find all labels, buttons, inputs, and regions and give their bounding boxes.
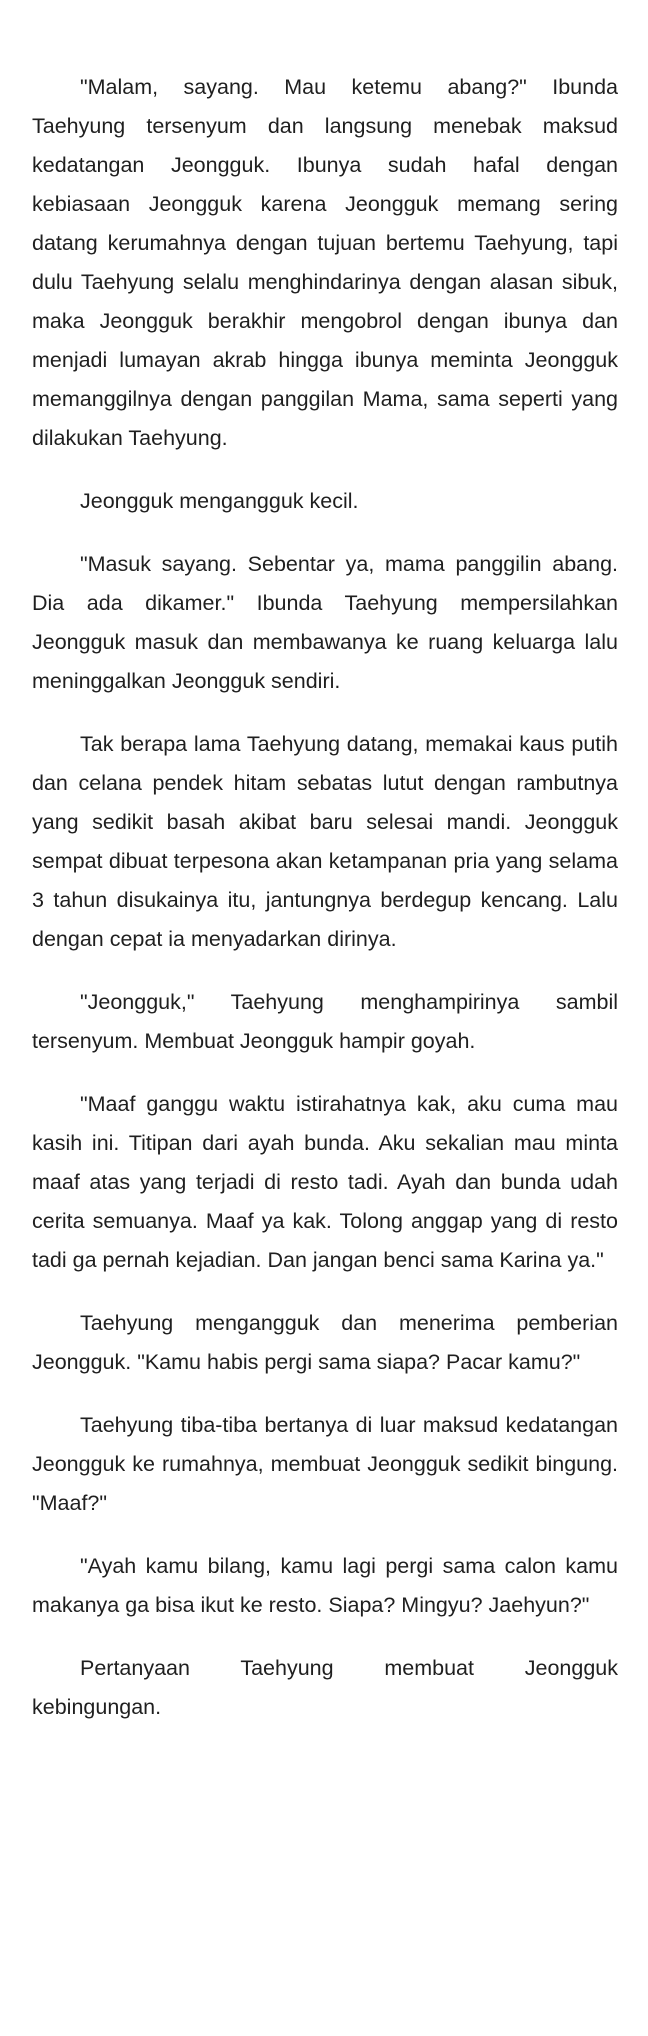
paragraph: Jeongguk mengangguk kecil. bbox=[80, 489, 359, 513]
paragraph: Taehyung tiba-tiba bertanya di luar maksud kedatangan Jeongguk ke rumahnya, membuat Jeongguk sedikit bingung. "Maaf?" bbox=[32, 1413, 618, 1515]
paragraph: "Ayah kamu bilang, kamu lagi pergi sama calon kamu makanya ga bisa ikut ke resto. Siapa? Mingyu? Jaehyun?" bbox=[32, 1554, 618, 1617]
paragraph: Tak berapa lama Taehyung datang, memakai kaus putih dan celana pendek hitam sebatas lutut dengan rambutnya yang sedikit basah akibat baru selesai mandi. Jeongguk sempat dibuat terpesona akan ketampanan pria yang selama 3 tahun disukainya itu, jantungnya berdegup kencang. Lalu dengan cepat ia menyadarkan dirinya. bbox=[32, 732, 618, 951]
paragraph: Pertanyaan Taehyung membuat Jeongguk kebingungan. bbox=[32, 1656, 618, 1719]
paragraph: "Jeongguk," Taehyung menghampirinya sambil tersenyum. Membuat Jeongguk hampir goyah. bbox=[32, 990, 618, 1053]
paragraph: Taehyung mengangguk dan menerima pemberian Jeongguk. "Kamu habis pergi sama siapa? Pacar kamu?" bbox=[32, 1311, 618, 1374]
paragraph: "Masuk sayang. Sebentar ya, mama panggilin abang. Dia ada dikamer." Ibunda Taehyung mempersilahkan Jeongguk masuk dan membawanya ke ruang keluarga lalu meninggalkan Jeongguk sendiri. bbox=[32, 552, 618, 693]
story-text bbox=[32, 68, 618, 1751]
paragraph: "Maaf ganggu waktu istirahatnya kak, aku cuma mau kasih ini. Titipan dari ayah bunda. Aku sekalian mau minta maaf atas yang terjadi di resto tadi. Ayah dan bunda udah cerita semuanya. Maaf ya kak. Tolong anggap yang di resto tadi ga pernah kejadian. Dan jangan benci sama Karina ya." bbox=[32, 1092, 618, 1272]
paragraph: "Malam, sayang. Mau ketemu abang?" Ibunda Taehyung tersenyum dan langsung menebak maksud kedatangan Jeongguk. Ibunya sudah hafal dengan kebiasaan Jeongguk karena Jeongguk memang sering datang kerumahnya dengan tujuan bertemu Taehyung, tapi dulu Taehyung selalu menghindarinya dengan alasan sibuk, maka Jeongguk berakhir mengobrol dengan ibunya dan menjadi lumayan akrab hingga ibunya meminta Jeongguk memanggilnya dengan panggilan Mama, sama seperti yang dilakukan Taehyung. bbox=[32, 75, 618, 450]
